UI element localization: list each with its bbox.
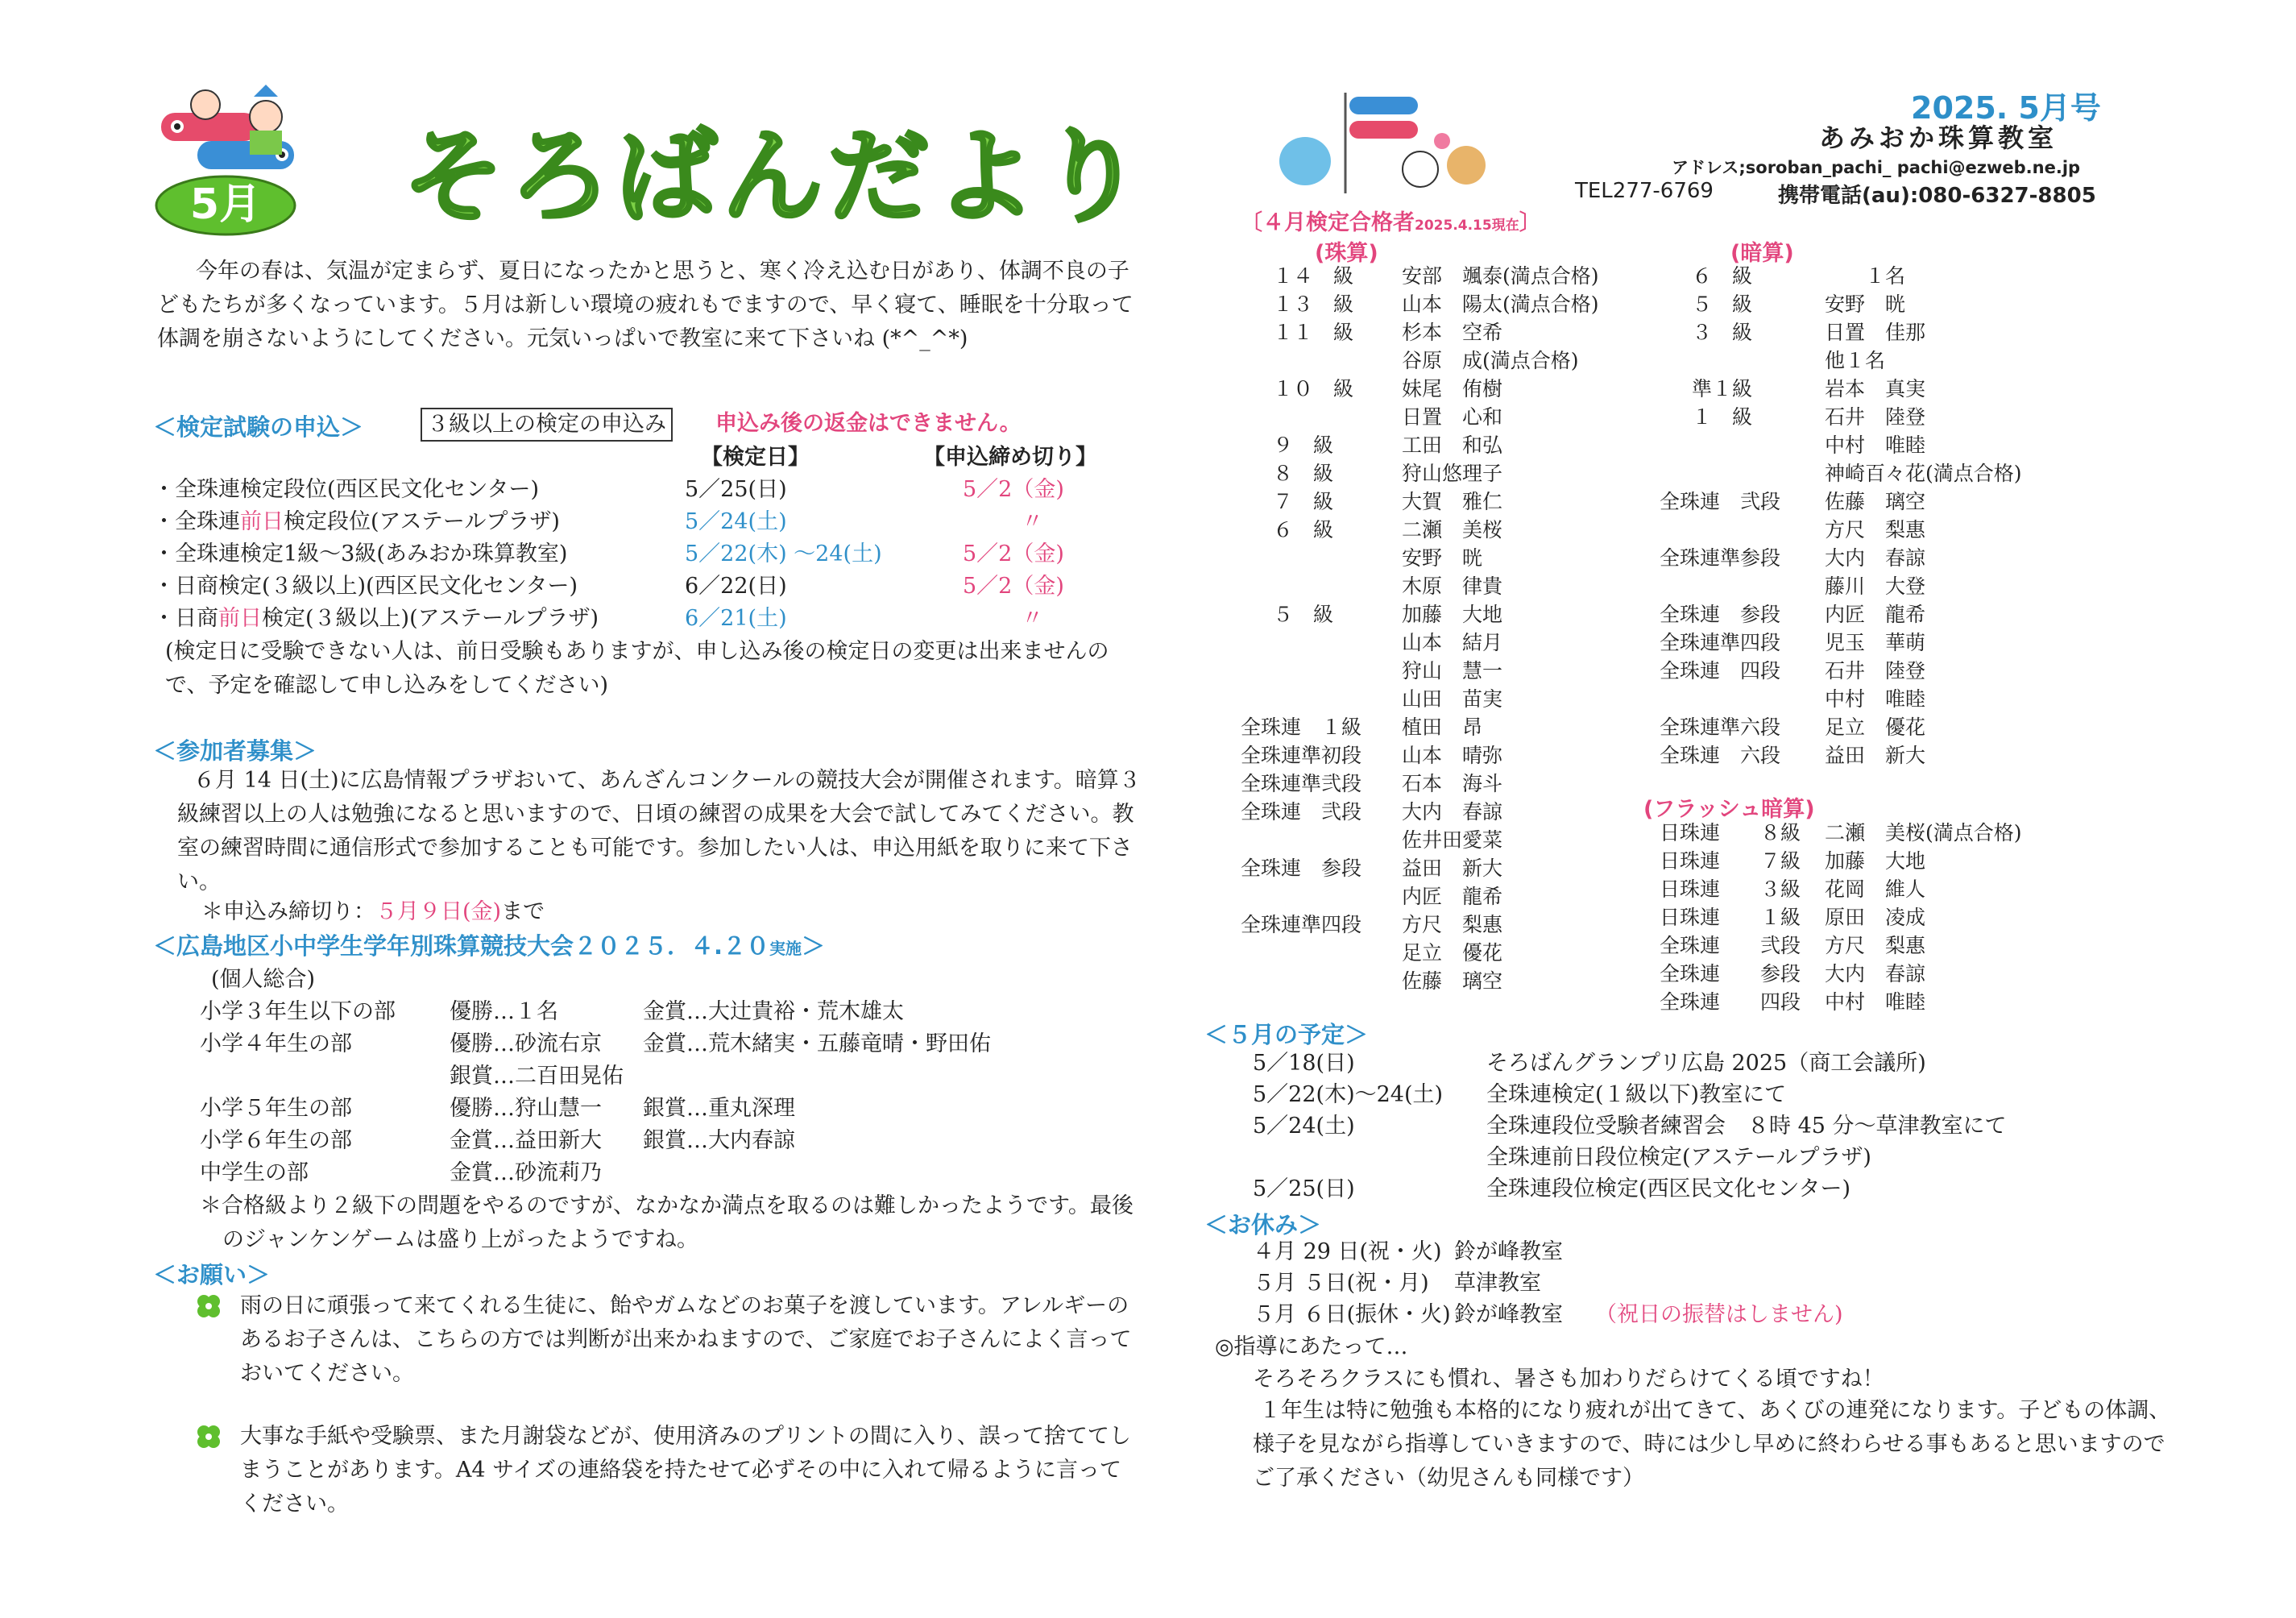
passer-grade: 全珠連準四段 — [1241, 913, 1362, 936]
passer-name: 杉本 空希 — [1402, 321, 1503, 344]
exam-date: 5／22(木) ～24(土) — [685, 541, 882, 566]
guidance-line-1: そろそろクラスにも慣れ、暑さも加わりだらけてくる頃ですね！ — [1253, 1367, 1884, 1392]
passer-org: 全珠連 — [1660, 990, 1721, 1014]
contest-division: 小学４年生の部 — [200, 1031, 352, 1056]
passer-grade: ９ 級 — [1273, 434, 1334, 457]
clover-icon — [195, 1423, 222, 1454]
passer-grade: ７級 — [1760, 849, 1801, 873]
passer-name: 二瀬 美桜 — [1402, 518, 1503, 541]
passer-grade: 参段 — [1760, 962, 1801, 985]
schedule-event: 全珠連段位検定(西区民文化センター) — [1486, 1176, 1850, 1201]
passer-grade: 全珠連 参段 — [1241, 857, 1362, 880]
passer-grade: 弐段 — [1760, 934, 1801, 957]
passer-name: 石井 陸登 — [1825, 405, 1926, 429]
passer-name: 中村 唯睦 — [1825, 990, 1926, 1014]
passer-name: 大内 春諒 — [1825, 962, 1926, 985]
passer-grade: 全珠連 弐段 — [1660, 490, 1781, 513]
passer-name: 山本 結月 — [1402, 631, 1503, 654]
holiday-date: ５月 ５日(祝・月) — [1253, 1271, 1429, 1296]
intro-paragraph: 今年の春は、気温が定まらず、夏日になったかと思うと、寒く冷え込む日があり、体調不良の子どもたちが多くなっています。５月は新しい環境の疲れもでますので、早く寝て、睡眠を十分取って体調を崩さないようにしてください。元気いっぱいで教室に来て下さいね (*^_^*) — [157, 259, 1133, 351]
exam-table — [153, 474, 1144, 635]
passer-grade: 全珠連準弐段 — [1241, 772, 1362, 795]
passer-name: 植田 昂 — [1402, 716, 1483, 739]
contest-award: 金賞…砂流莉乃 — [450, 1160, 602, 1185]
schedule-heading: ＜５月の予定＞ — [1204, 1021, 1369, 1048]
exam-boxed-notice: ３級以上の検定の申込み — [421, 408, 673, 442]
passer-grade: ３級 — [1760, 877, 1801, 901]
exam-row: ・全珠連検定1級～3級(あみおか珠算教室) — [153, 541, 568, 566]
passer-grade: 全珠連準四段 — [1660, 631, 1781, 654]
contest-award: 金賞…益田新大 — [450, 1128, 602, 1153]
passer-org: 日珠連 — [1660, 877, 1721, 901]
newsletter-title: そろばんだより — [403, 118, 1147, 236]
request-heading: ＜お願い＞ — [153, 1261, 271, 1288]
holiday-table — [1253, 1236, 2099, 1333]
passer-grade: 全珠連 六段 — [1660, 744, 1781, 767]
clover-icon-graphic — [195, 1292, 222, 1320]
phone-number: TEL277-6769 — [1575, 179, 1714, 203]
exam-date: 5／25(日) — [685, 477, 787, 502]
passer-grade: 全珠連 参段 — [1660, 603, 1781, 626]
email-address: アドレス;soroban_pachi_ pachi@ezweb.ne.jp — [1672, 158, 2081, 177]
schedule-table — [1253, 1048, 2099, 1209]
contest-division: 中学生の部 — [200, 1160, 309, 1185]
passer-name: 原田 凌成 — [1825, 906, 1926, 929]
school-name: あみおか珠算教室 — [1819, 122, 2058, 153]
exam-row: ・全珠連検定段位(西区民文化センター) — [153, 477, 539, 502]
passer-name: 安野 晄 — [1402, 546, 1483, 570]
shuzan-table — [1241, 262, 1660, 1068]
passer-name: 益田 新大 — [1402, 857, 1503, 880]
passer-name: 加藤 大地 — [1402, 603, 1503, 626]
schedule-event: 全珠連段位受験者練習会 ８時 45 分～草津教室にて — [1486, 1114, 2007, 1139]
passer-grade: １ 級 — [1692, 405, 1753, 429]
exam-heading: ＜検定試験の申込＞ — [153, 413, 364, 441]
passer-name: 大内 春諒 — [1402, 800, 1503, 824]
contest-subheading: (個人総合) — [211, 967, 316, 992]
holiday-place: 鈴が峰教室 — [1454, 1302, 1563, 1327]
flash-table — [1660, 819, 2078, 1020]
exam-deadline: 〃 — [1022, 606, 1043, 631]
passer-grade: ８級 — [1760, 821, 1801, 844]
anzan-heading: (暗算) — [1730, 241, 1794, 266]
contest-award: 銀賞…重丸深理 — [643, 1096, 795, 1121]
exam-deadline: 5／2（金) — [963, 574, 1064, 599]
passer-name: 内匠 龍希 — [1402, 885, 1503, 908]
flash-heading: (フラッシュ暗算) — [1643, 797, 1815, 822]
passer-name: 日置 心和 — [1402, 405, 1503, 429]
contest-heading: ＜広島地区小中学生学年別珠算競技大会２０２５．４.２０実施＞ — [153, 932, 826, 960]
passer-org: 日珠連 — [1660, 906, 1721, 929]
passer-grade: 全珠連 弐段 — [1241, 800, 1362, 824]
contest-award: 金賞…大辻貴裕・荒木雄太 — [643, 999, 904, 1024]
passer-grade: 準１級 — [1692, 377, 1753, 400]
holidays-heading: ＜お休み＞ — [1204, 1211, 1322, 1238]
exam-date: 6／21(土) — [685, 606, 787, 631]
exam-deadline: 5／2（金) — [963, 541, 1064, 566]
recruit-body: ６月 14 日(土)に広島情報プラザおいて、あんざんコンクールの競技大会が開催されます。暗算３級練習以上の人は勉強になると思いますので、日頃の練習の成果を大会で試してみてください。教室の練習時間に通信形式で参加することも可能です。参加したい人は、申込用紙を取りに来て下さい。 — [177, 768, 1141, 894]
exam-deadline: 5／2（金) — [963, 477, 1064, 502]
contest-award: 優勝…砂流右京 — [450, 1031, 602, 1056]
passer-name: 日置 佳那 — [1825, 321, 1926, 344]
passer-name: 佐藤 璃空 — [1825, 490, 1926, 513]
schedule-date: 5／24(土) — [1253, 1114, 1355, 1139]
guidance-body: １年生は特に勉強も本格的になり疲れが出てきて、あくびの連発になります。子どもの体調、様子を見ながら指導していきますので、時には少し早めに終わらせる事もあると思いますのでご了承ください（幼児さんも同様です） — [1253, 1398, 2171, 1491]
passer-name: 藤川 大登 — [1825, 575, 1926, 598]
passer-grade: １級 — [1760, 906, 1801, 929]
passer-name: 中村 唯睦 — [1825, 687, 1926, 711]
schedule-date: 5／25(日) — [1253, 1176, 1355, 1201]
shuzan-heading: (珠算) — [1315, 241, 1378, 266]
passer-name: 花岡 維人 — [1825, 877, 1926, 901]
holiday-date: ４月 29 日(祝・火) — [1253, 1239, 1442, 1264]
passer-name: 石井 陸登 — [1825, 659, 1926, 682]
passer-name: 岩本 真実 — [1825, 377, 1926, 400]
holiday-place: 鈴が峰教室 — [1454, 1239, 1563, 1264]
passer-name: 狩山悠理子 — [1402, 462, 1503, 485]
passer-grade: 四段 — [1760, 990, 1801, 1014]
passer-name: 妹尾 侑樹 — [1402, 377, 1503, 400]
passer-name: 工田 和弘 — [1402, 434, 1503, 457]
clover-icon-graphic — [195, 1423, 222, 1450]
passer-name: 佐藤 璃空 — [1402, 969, 1503, 993]
schedule-date: 5／22(木)～24(土) — [1253, 1082, 1444, 1107]
passer-grade: 全珠連 １級 — [1241, 716, 1362, 739]
recruit-heading: ＜参加者募集＞ — [153, 737, 317, 765]
exam-row: ・日商検定(３級以上)(西区民文化センター) — [153, 574, 578, 599]
passer-grade: ５ 級 — [1273, 603, 1334, 626]
contest-division: 小学３年生以下の部 — [200, 999, 396, 1024]
passer-grade: ７ 級 — [1273, 490, 1334, 513]
passer-name: 児玉 華萌 — [1825, 631, 1926, 654]
passer-grade: ３ 級 — [1692, 321, 1753, 344]
anzan-table — [1660, 262, 2078, 770]
passer-name: 足立 優花 — [1402, 941, 1503, 965]
request-item-2: 大事な手紙や受験票、また月謝袋などが、使用済みのプリントの間に入り、誤って捨ててしまうことがあります。A4 サイズの連絡袋を持たせて必ずその中に入れて帰るように言ってください。 — [240, 1424, 1131, 1516]
passer-name: 中村 唯睦 — [1825, 434, 1926, 457]
contest-award: 優勝…狩山慧一 — [450, 1096, 602, 1121]
exam-col-deadline: 【申込締め切り】 — [923, 445, 1097, 470]
passer-grade: １３ 級 — [1273, 292, 1354, 316]
passer-grade: 全珠連 四段 — [1660, 659, 1781, 682]
passer-name: 益田 新大 — [1825, 744, 1926, 767]
passer-name: 内匠 龍希 — [1825, 603, 1926, 626]
contest-award: 金賞…荒木緒実・五藤竜晴・野田佑 — [643, 1031, 991, 1056]
guidance-heading: ◎指導にあたって… — [1215, 1334, 1408, 1359]
passer-org: 全珠連 — [1660, 962, 1721, 985]
passer-grade: ６ 級 — [1273, 518, 1334, 541]
animals-koinobori-icon — [1269, 85, 1511, 197]
month-badge-label: 5月 — [189, 180, 262, 229]
passer-org: 全珠連 — [1660, 934, 1721, 957]
month-badge — [153, 173, 298, 238]
exam-col-date: 【検定日】 — [701, 445, 810, 470]
passer-name: １名 — [1825, 264, 1906, 288]
clover-icon — [195, 1292, 222, 1323]
recruit-deadline: ＊申込み締切り：５月９日(金)まで — [201, 899, 545, 924]
contest-division: 小学６年生の部 — [200, 1128, 352, 1153]
exam-note: (検定日に受験できない人は、前日受験もありますが、申し込み後の検定日の変更は出来ませんので、予定を確認して申し込みをしてください) — [165, 639, 1109, 698]
contest-award: 銀賞…二百田晃佑 — [450, 1064, 624, 1089]
passer-name: 山田 苗実 — [1402, 687, 1503, 711]
contest-note: ＊合格級より２級下の問題をやるのですが、なかなか満点を取るのは難しかったようです。最後のジャンケンゲームは盛り上がったようですね。 — [200, 1193, 1133, 1252]
contest-award: 優勝…１名 — [450, 999, 558, 1024]
passer-name: 谷原 成(満点合格) — [1402, 349, 1579, 372]
exam-date: 6／22(日) — [685, 574, 787, 599]
passers-heading: 〔４月検定合格者2025.4.15現在〕 — [1241, 210, 1541, 235]
exam-deadline: 〃 — [1022, 509, 1043, 534]
exam-warning: 申込み後の返金はできません。 — [715, 411, 1022, 436]
contest-table — [200, 996, 1126, 1189]
passer-grade: 全珠連準初段 — [1241, 744, 1362, 767]
passer-grade: ８ 級 — [1273, 462, 1334, 485]
passer-name: 安野 晄 — [1825, 292, 1906, 316]
right-illustration — [1269, 85, 1511, 197]
contest-division: 小学５年生の部 — [200, 1096, 352, 1121]
exam-date: 5／24(土) — [685, 509, 787, 534]
passer-grade: 全珠連準六段 — [1660, 716, 1781, 739]
passer-grade: １１ 級 — [1273, 321, 1354, 344]
passer-name: 足立 優花 — [1825, 716, 1926, 739]
issue-label: 2025. 5月号 — [1911, 90, 2101, 126]
passer-name: 大賀 雅仁 — [1402, 490, 1503, 513]
request-item-1: 雨の日に頑張って来てくれる生徒に、飴やガムなどのお菓子を渡しています。アレルギーのあるお子さんは、こちらの方では判断が出来かねますので、ご家庭でお子さんによく言っておいてください。 — [240, 1293, 1132, 1386]
passer-name: 二瀬 美桜(満点合格) — [1825, 821, 2022, 844]
passer-name: 石本 海斗 — [1402, 772, 1503, 795]
passer-grade: １４ 級 — [1273, 264, 1354, 288]
mobile-number: 携帯電話(au):080-6327-8805 — [1778, 184, 2096, 208]
holiday-date: ５月 ６日(振休・火) — [1253, 1302, 1451, 1327]
holiday-place: 草津教室 — [1454, 1271, 1541, 1296]
passer-name: 方尺 梨惠 — [1402, 913, 1503, 936]
passer-grade: １０ 級 — [1273, 377, 1354, 400]
passer-name: 加藤 大地 — [1825, 849, 1926, 873]
passer-name: 佐井田愛菜 — [1402, 828, 1503, 852]
holiday-note: （祝日の振替はしません) — [1595, 1302, 1843, 1327]
exam-row: ・日商前日検定(３級以上)(アステールプラザ) — [153, 606, 599, 631]
contest-award: 銀賞…大内春諒 — [643, 1128, 795, 1153]
passer-org: 日珠連 — [1660, 821, 1721, 844]
schedule-date: 5／18(日) — [1253, 1051, 1355, 1076]
schedule-event: 全珠連前日段位検定(アステールプラザ) — [1486, 1145, 1871, 1170]
schedule-event: そろばんグランプリ広島 2025（商工会議所) — [1486, 1051, 1926, 1076]
passer-org: 日珠連 — [1660, 849, 1721, 873]
passer-name: 方尺 梨惠 — [1825, 934, 1926, 957]
passer-grade: ５ 級 — [1692, 292, 1753, 316]
passer-name: 他１名 — [1825, 349, 1886, 372]
exam-row: ・全珠連前日検定段位(アステールプラザ) — [153, 509, 560, 534]
passer-name: 山本 陽太(満点合格) — [1402, 292, 1599, 316]
passer-name: 方尺 梨惠 — [1825, 518, 1926, 541]
passer-name: 大内 春諒 — [1825, 546, 1926, 570]
passer-name: 山本 晴弥 — [1402, 744, 1503, 767]
passer-name: 安部 颯泰(満点合格) — [1402, 264, 1599, 288]
passer-name: 狩山 慧一 — [1402, 659, 1503, 682]
schedule-event: 全珠連検定(１級以下)教室にて — [1486, 1082, 1787, 1107]
passer-grade: ６ 級 — [1692, 264, 1753, 288]
passer-name: 木原 律貴 — [1402, 575, 1503, 598]
passer-name: 神崎百々花(満点合格) — [1825, 462, 2022, 485]
passer-grade: 全珠連準参段 — [1660, 546, 1781, 570]
